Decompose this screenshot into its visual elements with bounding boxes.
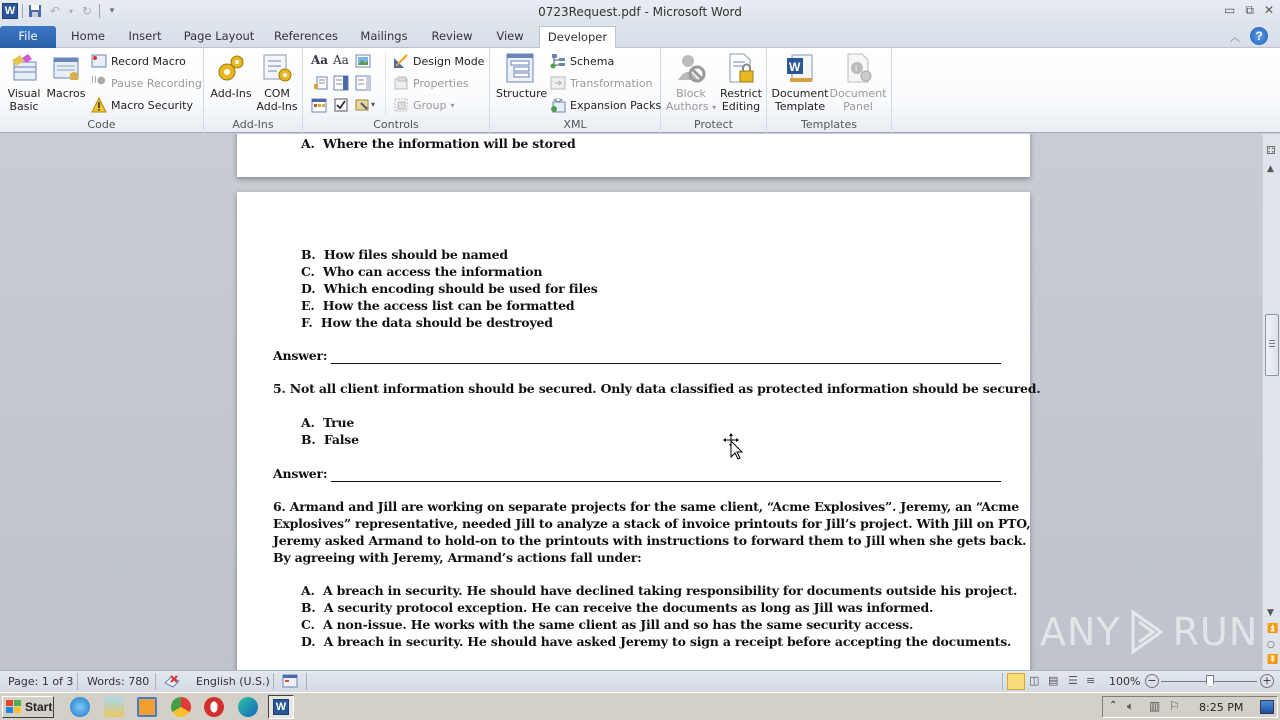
svg-text:<>: <> — [553, 97, 564, 104]
macros-label: Macros — [46, 87, 86, 100]
q4-option-f: F. How the data should be destroyed — [301, 315, 553, 330]
show-desktop-icon[interactable] — [1260, 700, 1274, 714]
com-addins-icon — [261, 52, 293, 84]
warning-icon — [91, 97, 107, 113]
restrict-editing-label: Restrict — [720, 87, 762, 100]
tab-insert[interactable]: Insert — [128, 29, 162, 43]
schema-button[interactable] — [550, 53, 614, 69]
design-mode-icon — [393, 53, 409, 69]
group-xml — [490, 48, 661, 133]
document-panel-label: Document — [829, 87, 887, 100]
document-template-label: Document — [771, 87, 829, 100]
plain-text-control-icon[interactable]: Aa — [333, 53, 349, 67]
group-controls — [303, 48, 490, 133]
record-macro-label: Record Macro — [111, 54, 186, 68]
action-center-flag-icon[interactable]: ⚐ — [1169, 699, 1180, 713]
word-logo-icon[interactable]: W — [2, 3, 18, 19]
word-icon: W — [273, 699, 289, 715]
page-1[interactable] — [237, 134, 1030, 177]
q6-option-d: D. A breach in security. He should have asked Jeremy to sign a receipt before accepting the documents. — [301, 634, 1012, 649]
document-area[interactable] — [0, 134, 1262, 670]
svg-text:i: i — [855, 64, 858, 73]
previous-page-icon[interactable]: ⏫ — [1267, 624, 1279, 634]
q5-answer-label: Answer: — [273, 466, 328, 481]
expansion-packs-label: Expansion Packs — [570, 98, 662, 112]
file-explorer-icon[interactable] — [104, 697, 124, 717]
tab-mailings[interactable]: Mailings — [360, 29, 408, 43]
addins-button[interactable] — [208, 52, 254, 100]
volume-icon[interactable]: 🔈︎ — [1127, 699, 1135, 713]
q4-answer-line[interactable] — [331, 363, 1001, 364]
document-panel-icon — [842, 52, 874, 84]
q4-option-e: E. How the access list can be formatted — [301, 298, 575, 313]
block-authors-label-2: Authors ▾ — [665, 100, 717, 113]
redo-icon[interactable]: ↻ — [81, 4, 93, 18]
tab-references[interactable]: References — [274, 29, 338, 43]
status-bar — [0, 670, 1280, 692]
pause-recording-icon: II● — [91, 75, 106, 86]
design-mode-label: Design Mode — [413, 54, 485, 68]
com-addins-button[interactable] — [254, 52, 300, 113]
q5-option-b: B. False — [301, 432, 359, 447]
word-taskbar-button[interactable] — [268, 695, 294, 719]
pause-recording-button[interactable] — [91, 75, 202, 91]
expansion-packs-icon — [550, 97, 566, 113]
q4-option-d: D. Which encoding should be used for files — [301, 281, 598, 296]
system-tray — [1102, 696, 1278, 718]
page-count[interactable]: Page: 1 of 3 — [8, 675, 74, 688]
print-layout-view-icon[interactable] — [1007, 673, 1025, 690]
tab-review[interactable]: Review — [431, 29, 473, 43]
document-template-icon — [784, 52, 816, 84]
q4-option-c: C. Who can access the information — [301, 264, 543, 279]
tab-view[interactable]: View — [496, 29, 524, 43]
macro-security-label: Macro Security — [111, 98, 193, 112]
macros-icon — [50, 52, 82, 84]
q5-question: 5. Not all client information should be secured. Only data classified as protected information should be secured. — [273, 381, 1041, 396]
show-hidden-icons[interactable]: ⌃ — [1109, 700, 1118, 711]
group-label-code: Code — [87, 118, 116, 131]
language[interactable]: English (U.S.) — [196, 675, 270, 688]
restrict-editing-icon — [725, 52, 757, 84]
structure-label: Structure — [496, 87, 548, 100]
q5-answer-line[interactable] — [331, 481, 1001, 482]
group-label: Group — [413, 98, 447, 112]
page-2[interactable] — [237, 192, 1041, 670]
visual-basic-icon — [8, 52, 40, 84]
tab-file[interactable]: File — [0, 26, 56, 48]
select-browse-object-icon[interactable]: ○ — [1267, 640, 1275, 650]
picture-control-icon[interactable] — [355, 53, 371, 69]
document-panel-button[interactable] — [829, 52, 887, 113]
word-count[interactable]: Words: 780 — [87, 675, 150, 688]
q4-option-b: B. How files should be named — [301, 247, 508, 262]
q6-option-b: B. A security protocol exception. He can receive the documents as long as Jill was informed. — [301, 600, 934, 615]
proofing-errors-icon[interactable] — [163, 673, 181, 689]
macros-button[interactable] — [46, 52, 86, 100]
design-mode-button[interactable] — [393, 53, 484, 69]
record-macro-button[interactable] — [91, 53, 186, 69]
block-authors-button[interactable] — [665, 52, 717, 114]
vertical-scrollbar[interactable] — [1262, 134, 1280, 670]
restrict-editing-button[interactable] — [717, 52, 765, 113]
q6-question-line-3: Jeremy asked Armand to hold-on to the printouts with instructions to forward them to Jill when she gets back. — [273, 533, 1027, 548]
q4-answer-label: Answer: — [273, 348, 328, 363]
macro-recording-icon[interactable] — [282, 674, 298, 688]
taskbar — [0, 692, 1280, 720]
group-protect — [661, 48, 767, 133]
play-logo-icon — [1127, 608, 1167, 656]
group-addins — [204, 48, 303, 133]
anyrun-watermark: ANY RUN — [1040, 610, 1259, 654]
block-authors-label: Block — [676, 87, 706, 100]
transformation-icon — [550, 75, 566, 91]
legacy-tools-icon[interactable] — [355, 97, 371, 113]
group-dropdown-icon: ▾ — [450, 100, 455, 110]
structure-button[interactable] — [496, 52, 548, 100]
windows-logo-icon — [6, 700, 22, 714]
tab-home[interactable]: Home — [71, 29, 105, 43]
scroll-down-icon[interactable]: ▼ — [1267, 608, 1274, 618]
combo-box-control-icon[interactable] — [333, 75, 349, 91]
window-title: 0723Request.pdf - Microsoft Word — [538, 5, 742, 19]
q6-question-line-2: Explosives” representative, needed Jill to analyze a stack of invoice printouts for Jill’s project. With Jill on PTO, — [273, 516, 1031, 531]
visual-basic-button[interactable] — [4, 52, 44, 113]
q4-option-a: A. Where the information will be stored — [301, 136, 576, 151]
document-panel-label-2: Panel — [843, 100, 873, 113]
svg-text:W: W — [789, 60, 801, 74]
restrict-editing-label-2: Editing — [721, 100, 761, 113]
legacy-tools-dropdown-icon[interactable]: ▾ — [371, 100, 376, 109]
q5-option-a: A. True — [301, 415, 355, 430]
date-picker-control-icon[interactable] — [311, 97, 327, 113]
full-screen-reading-view-icon[interactable]: ◫ — [1029, 674, 1040, 687]
transformation-button[interactable] — [550, 75, 653, 91]
undo-dropdown-icon[interactable]: ▾ — [68, 6, 73, 16]
help-icon[interactable]: ? — [1250, 27, 1268, 45]
group-code — [0, 48, 204, 133]
building-block-control-icon[interactable] — [313, 75, 329, 91]
undo-icon[interactable]: ↶ — [49, 4, 61, 18]
com-addins-label-2: Add-Ins — [256, 100, 298, 113]
clock[interactable]: 8:25 PM — [1199, 701, 1244, 714]
window-controls — [1224, 3, 1274, 18]
macro-security-button[interactable] — [91, 97, 193, 113]
dropdown-list-control-icon[interactable] — [355, 75, 371, 91]
customize-qat-icon[interactable]: ▾ — [109, 6, 115, 16]
tab-developer[interactable]: Developer — [539, 26, 616, 49]
structure-icon — [504, 52, 536, 84]
internet-explorer-icon[interactable] — [70, 697, 90, 717]
opera-icon[interactable] — [204, 697, 224, 717]
zoom-level[interactable]: 100% — [1109, 675, 1141, 688]
close-icon[interactable]: ✕ — [1263, 3, 1274, 17]
group-label-addins: Add-Ins — [232, 118, 274, 131]
media-player-icon[interactable] — [137, 697, 157, 717]
draft-view-icon[interactable]: ≡ — [1086, 674, 1096, 687]
block-authors-icon — [675, 52, 707, 84]
group-label-controls: Controls — [373, 118, 419, 131]
minimize-ribbon-icon[interactable]: ︿ — [1230, 32, 1240, 44]
restore-icon[interactable]: ⧉ — [1245, 3, 1254, 17]
tab-page-layout[interactable]: Page Layout — [183, 29, 255, 43]
gears-icon — [215, 52, 247, 84]
zoom-in-button[interactable]: + — [1260, 674, 1274, 688]
schema-icon — [550, 53, 566, 69]
schema-label: Schema — [570, 54, 615, 68]
controls-divider — [385, 52, 386, 116]
document-template-button[interactable] — [771, 52, 829, 113]
scroll-up-icon[interactable]: ▲ — [1267, 164, 1274, 174]
expansion-packs-button[interactable] — [550, 97, 661, 113]
record-macro-icon — [91, 53, 107, 69]
document-template-label-2: Template — [774, 100, 826, 113]
title-bar — [0, 0, 1280, 24]
group-label-templates: Templates — [801, 118, 857, 131]
tabs-right-controls — [1230, 27, 1268, 45]
web-layout-view-icon[interactable]: ▤ — [1048, 674, 1059, 687]
next-page-icon[interactable]: ⏬ — [1267, 655, 1279, 665]
com-addins-label: COM — [264, 87, 290, 100]
ribbon-developer — [0, 48, 1280, 133]
visual-basic-label-2: Basic — [9, 100, 39, 113]
group-templates — [767, 48, 892, 133]
q6-question-line-1: 6. Armand and Jill are working on separate projects for the same client, “Acme Explosives”. Jeremy, an “Acme — [273, 499, 1019, 514]
properties-button[interactable] — [393, 75, 469, 91]
properties-label: Properties — [413, 76, 469, 90]
addins-label: Add-Ins — [210, 87, 252, 100]
outline-view-icon[interactable]: ☰ — [1068, 674, 1078, 687]
network-icon[interactable]: ▥ — [1149, 699, 1161, 713]
rich-text-control-icon[interactable]: Aa — [311, 53, 329, 67]
ruler-toggle-icon[interactable]: ⚃ — [1266, 144, 1276, 157]
group-button[interactable] — [393, 97, 455, 113]
edge-icon[interactable] — [238, 697, 258, 717]
ribbon-tabs — [0, 24, 1280, 48]
q6-option-a: A. A breach in security. He should have declined taking responsibility for documents outside his project. — [301, 583, 1018, 598]
minimize-icon[interactable]: ▭ — [1224, 3, 1236, 17]
pause-recording-label: Pause Recording — [111, 76, 202, 90]
group-label-xml: XML — [563, 118, 587, 131]
scrollbar-thumb[interactable] — [1265, 314, 1279, 376]
zoom-out-button[interactable]: − — [1145, 674, 1159, 688]
q6-question-line-4: By agreeing with Jeremy, Armand’s actions fall under: — [273, 550, 642, 565]
group-label-protect: Protect — [694, 118, 733, 131]
visual-basic-label: Visual — [7, 87, 41, 100]
zoom-slider-thumb[interactable] — [1206, 675, 1214, 687]
q6-option-c: C. A non-issue. He works with the same client as Jill and so has the same security access. — [301, 617, 914, 632]
move-cursor-icon — [722, 432, 744, 460]
checkbox-control-icon[interactable] — [333, 97, 349, 113]
properties-icon — [393, 75, 409, 91]
chrome-icon[interactable] — [171, 697, 191, 717]
transformation-label: Transformation — [570, 76, 653, 90]
group-icon — [393, 97, 409, 113]
start-button[interactable]: Start — [2, 696, 54, 718]
